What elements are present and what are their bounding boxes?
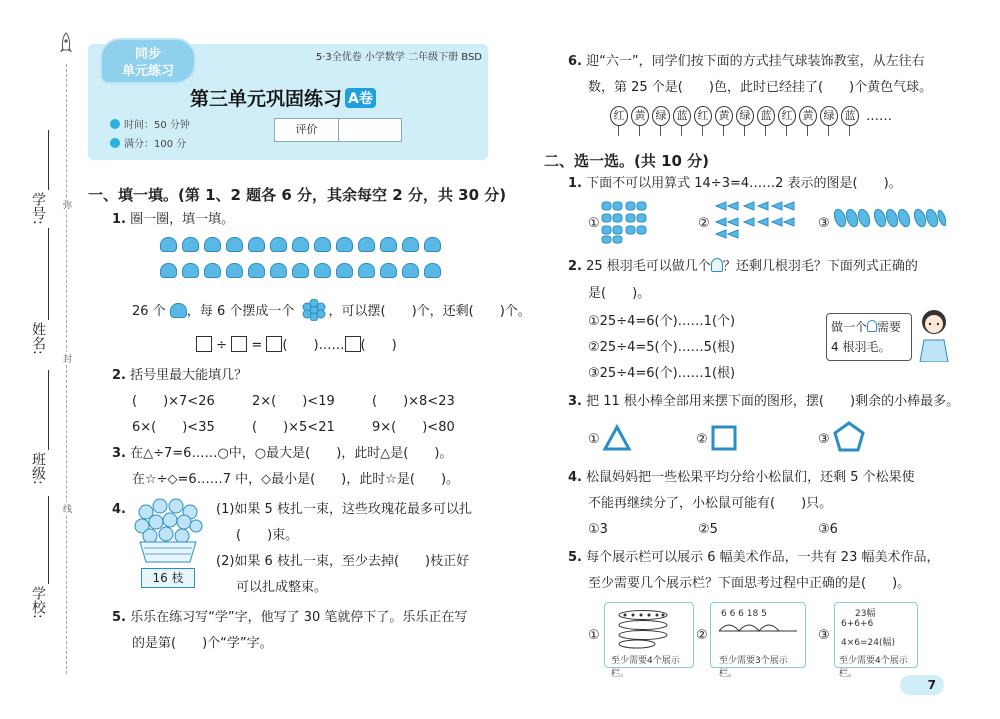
s2-q5-opt-3[interactable]: ③ — [818, 628, 830, 643]
s1-q3-num: 3. — [112, 446, 126, 461]
s2-q4-opt-2[interactable]: ②5 — [698, 522, 718, 537]
shell-icon — [380, 263, 397, 278]
s1-q4-line2: ( )束。 — [236, 528, 299, 543]
balloon: 蓝 — [673, 106, 691, 136]
time-text: 时间：50 分钟 — [124, 120, 190, 131]
card1-caption: 至少需要4个展示栏。 — [611, 656, 680, 679]
paper-badge: A卷 — [345, 88, 376, 108]
balloon: 蓝 — [841, 106, 859, 136]
cut-mark-xian: 线 — [61, 504, 71, 513]
s2-q5-num: 5. — [568, 550, 582, 565]
s2-q2-opt-2[interactable]: ②25÷4=5(个)……5(根) — [588, 340, 736, 355]
s2-q4-opt-1[interactable]: ①3 — [588, 522, 608, 537]
shell-icon — [248, 263, 265, 278]
shell-icon — [336, 263, 353, 278]
student-id-line — [48, 130, 49, 190]
formula-equals: = — [251, 338, 263, 353]
s1-q2-item: ( )×8<23 — [372, 394, 455, 409]
triangle-icon — [602, 424, 632, 452]
s1-q4-num: 4. — [112, 502, 126, 517]
girl-icon — [912, 306, 956, 362]
s2-q2-num: 2. — [568, 259, 582, 274]
s2-q2-line2: 是( )。 — [588, 286, 651, 301]
cut-mark-feng: 封 — [61, 354, 71, 363]
binding-margin — [0, 0, 80, 719]
shell-icon — [402, 237, 419, 252]
s1-q2-item: ( )×5<21 — [252, 420, 335, 435]
card3-caption: 至少需要4个展示栏。 — [839, 656, 908, 679]
s1-q2-item: 6×( )<35 — [132, 420, 215, 435]
s2-q2-opt-3[interactable]: ③25÷4=6(个)……1(根) — [588, 366, 736, 381]
formula-remainder: ( ) — [360, 338, 397, 353]
s2-q3-opt-2[interactable]: ② — [696, 432, 708, 447]
s2-q1-num: 1. — [568, 176, 582, 191]
card3-mid: 4×6=24(幅) — [841, 638, 896, 648]
time-info — [110, 116, 190, 131]
shell-group-icon — [600, 200, 648, 244]
balloon: 红 — [694, 106, 712, 136]
shell-icon — [270, 237, 287, 252]
shell-icon — [182, 237, 199, 252]
balloon: 绿 — [820, 106, 838, 136]
s1-q2-num: 2. — [112, 368, 126, 383]
shell-icon — [314, 237, 331, 252]
s2-q3-num: 3. — [568, 394, 582, 409]
shell-icon — [204, 263, 221, 278]
s1-q2-text: 括号里最大能填几？ — [130, 368, 248, 383]
shell-icon — [424, 237, 441, 252]
s1-q2 — [112, 368, 247, 384]
balloon: 黄 — [715, 106, 733, 136]
balloon: 绿 — [652, 106, 670, 136]
number-line-drawing — [717, 617, 801, 637]
balloon-row — [610, 106, 892, 136]
s2-q4-opt-3[interactable]: ③6 — [818, 522, 838, 537]
shell-icon — [358, 237, 375, 252]
page-title — [190, 84, 376, 111]
s1-q1-num: 1. — [112, 212, 126, 227]
s2-q5-line2: 至少需要几个展示栏？下面思考过程中正确的是( )。 — [588, 576, 911, 591]
evaluation-box — [274, 118, 402, 142]
ribbon-line1: 同步 — [134, 47, 161, 62]
shell-icon — [170, 303, 187, 318]
s1-q6-num: 6. — [568, 54, 582, 69]
rose-count-tag: 16 枝 — [141, 568, 195, 588]
balloon: 蓝 — [757, 106, 775, 136]
formula-quotient: ( )…… — [282, 338, 345, 353]
shuttlecock-hint-bubble: 做一个 需要 4 根羽毛。 — [826, 313, 912, 361]
shell-icon — [402, 263, 419, 278]
balloon: 黄 — [631, 106, 649, 136]
s1-q2-item: 9×( )<80 — [372, 420, 455, 435]
shell-icon — [248, 237, 265, 252]
balloon: 绿 — [736, 106, 754, 136]
s2-q1-text: 下面不可以用算式 14÷3=4……2 表示的图是( )。 — [586, 176, 902, 191]
s1-q2-item: ( )×7<26 — [132, 394, 215, 409]
s2-q2-line1: 2. 25 根羽毛可以做几个 ？还剩几根羽毛？下面列式正确的 — [568, 259, 918, 274]
pentagon-icon — [832, 420, 866, 454]
s2-q4-line1: 4. 松鼠妈妈把一些松果平均分给小松鼠们，还剩 5 个松果使 — [568, 470, 915, 485]
thinking-card-3 — [834, 602, 918, 679]
shell-icon — [270, 263, 287, 278]
s1-q5-line1: 5. 乐乐在练习写“学”字，他写了 30 笔就停下了。乐乐正在写 — [112, 610, 468, 625]
s1-q4-line1: (1)如果 5 枝扎一束，这些玫瑰花最多可以扎 — [216, 502, 472, 517]
page-number: 7 — [900, 675, 944, 695]
s2-q1-opt-1[interactable]: ① — [588, 216, 600, 231]
s1-q1 — [112, 212, 234, 228]
series-label: 5·3全优卷 小学数学 二年级下册 BSD — [315, 52, 482, 63]
shell-icon — [226, 263, 243, 278]
school-line — [48, 496, 49, 584]
s2-q2-opt-1[interactable]: ①25÷4=6(个)……1(个) — [588, 314, 736, 329]
shell-icon — [314, 263, 331, 278]
s1-q1-prompt — [132, 299, 531, 321]
s2-q5-opt-1[interactable]: ① — [588, 628, 600, 643]
shell-icon — [160, 263, 177, 278]
balloon: 红 — [778, 106, 796, 136]
s2-q1 — [568, 176, 902, 192]
shell-icon — [182, 263, 199, 278]
shell-icon — [160, 237, 177, 252]
oval-groups-drawing — [613, 609, 673, 649]
s1-q4-line3: (2)如果 6 枝扎一束，至少去掉( )枝正好 — [216, 554, 470, 569]
shell-icon — [204, 237, 221, 252]
s1-q1-line-b: ，每 6 个摆成一个 — [186, 304, 295, 319]
leaf-group-icon — [834, 206, 946, 230]
clock-icon — [110, 119, 120, 129]
class-label: 班级: — [30, 452, 46, 485]
answer-box[interactable] — [266, 336, 282, 352]
s1-q1-text: 圈一圈，填一填。 — [130, 212, 235, 227]
s2-q5-opt-2[interactable]: ② — [696, 628, 708, 643]
balloon: 红 — [610, 106, 628, 136]
school-label: 学校: — [30, 586, 46, 619]
s1-q1-formula — [196, 336, 397, 354]
s2-q4-line2: 不能再继续分了，小松鼠可能有( )只。 — [588, 496, 833, 511]
cut-mark-mi: 弥 — [61, 200, 71, 209]
s2-q3-text: 把 11 根小棒全部用来摆下面的图形，摆( )剩余的小棒最多。 — [586, 394, 960, 409]
cut-line — [66, 64, 67, 674]
rocket-icon — [58, 32, 74, 58]
s1-q1-line-a: 26 个 — [132, 304, 166, 319]
answer-box[interactable] — [231, 336, 247, 352]
s1-q6-line2: 数，第 25 个是( )色，此时已经挂了( )个黄色气球。 — [588, 80, 933, 95]
balloon: 黄 — [799, 106, 817, 136]
s1-q3-line2: 在☆÷◇=6……7 中，◇最小是( )，此时☆是( )。 — [132, 472, 460, 487]
card2-caption: 至少需要3个展示栏。 — [719, 656, 788, 679]
s2-q1-opt-3[interactable]: ③ — [818, 216, 830, 231]
card3-top: 23幅 — [855, 609, 876, 619]
s1-q6-line1: 6. 迎“六一”，同学们按下面的方式挂气球装饰教室，从左往右 — [568, 54, 925, 69]
formula-divide: ÷ — [216, 338, 228, 353]
s2-q1-opt-2[interactable]: ② — [698, 216, 710, 231]
name-label: 姓名: — [30, 322, 46, 355]
card2-numbers: 6 6 6 18 5 — [721, 609, 767, 619]
score-text: 满分：100 分 — [124, 139, 187, 150]
score-info — [110, 135, 186, 150]
shell-icon — [358, 263, 375, 278]
s2-q4-num: 4. — [568, 470, 582, 485]
answer-box[interactable] — [196, 336, 212, 352]
balloon-ellipsis: …… — [866, 109, 892, 124]
s2-q3-opt-1[interactable]: ① — [588, 432, 600, 447]
s1-q5-line2: 的是第( )个“学”字。 — [132, 636, 273, 651]
answer-box[interactable] — [345, 336, 361, 352]
card3-sum: 6+6+6 — [841, 619, 874, 629]
s2-q3 — [568, 394, 959, 410]
s2-q3-opt-3[interactable]: ③ — [818, 432, 830, 447]
ribbon-line2: 单元练习 — [121, 64, 174, 79]
shell-icon — [336, 237, 353, 252]
sync-ribbon — [100, 38, 196, 84]
shell-flower-icon — [299, 299, 329, 321]
s1-q4-line4: 可以扎成整束。 — [236, 580, 328, 595]
class-line — [48, 370, 49, 450]
page-title-text: 第三单元巩固练习 — [190, 88, 343, 110]
student-id-label: 学号: — [30, 192, 46, 225]
section1-heading: 一、填一填。(第 1、2 题各 6 分，其余每空 2 分，共 30 分) — [88, 186, 507, 204]
s1-q1-line-c: ，可以摆( )个，还剩( )个。 — [328, 304, 531, 319]
shuttlecock-icon — [711, 258, 723, 272]
s1-q2-item: 2×( )<19 — [252, 394, 335, 409]
s1-q3-line1: 3. 在△÷7=6……○中，○最大是( )，此时△是( )。 — [112, 446, 453, 461]
shell-icon — [380, 237, 397, 252]
square-icon — [710, 424, 738, 452]
shell-icon — [226, 237, 243, 252]
shell-icon — [292, 237, 309, 252]
evaluation-label: 评价 — [275, 119, 339, 141]
check-icon — [110, 138, 120, 148]
section2-heading: 二、选一选。(共 10 分) — [544, 152, 710, 170]
shell-row-2 — [160, 263, 441, 278]
shell-icon — [424, 263, 441, 278]
shell-icon — [292, 263, 309, 278]
s2-q5-line1: 5. 每个展示栏可以展示 6 幅美术作品，一共有 23 幅美术作品， — [568, 550, 940, 565]
fish-group-icon — [714, 200, 798, 240]
shuttlecock-icon — [867, 320, 877, 332]
thinking-card-1 — [604, 602, 694, 679]
s1-q5-num: 5. — [112, 610, 126, 625]
shell-row-1 — [160, 237, 441, 252]
name-line — [48, 228, 49, 320]
thinking-card-2 — [710, 602, 806, 679]
rose-basket-icon — [132, 498, 204, 564]
